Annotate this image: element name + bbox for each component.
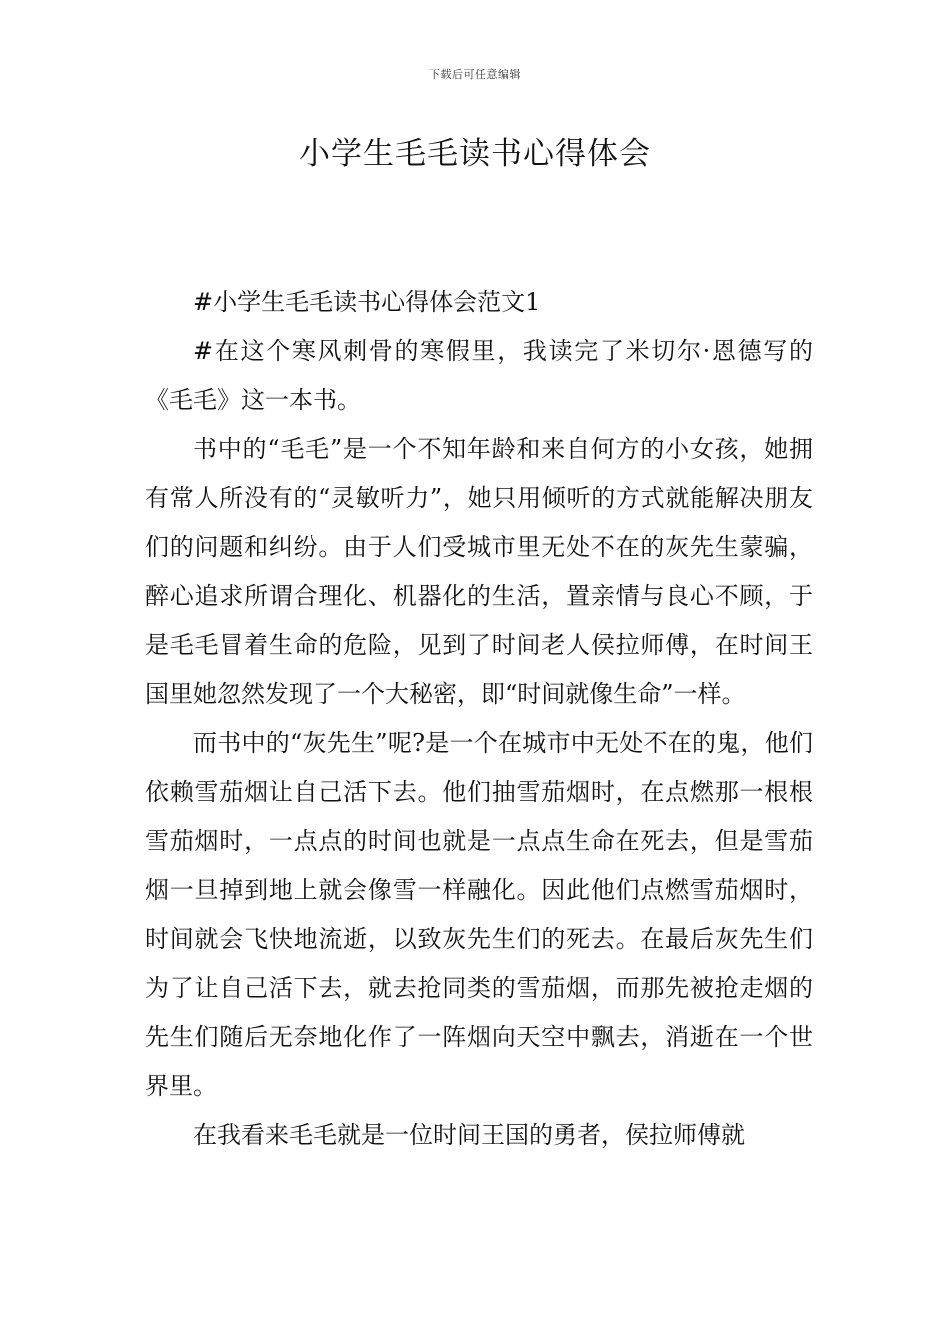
- header-note: 下载后可任意编辑: [429, 68, 521, 81]
- paragraph: 而书中的“灰先生”呢?是一个在城市中无处不在的鬼，他们依赖雪茄烟让自己活下去。他们抽雪茄烟时，在点燃那一根根雪茄烟时，一点点的时间也就是一点点生命在死去，但是雪茄烟一旦掉到地上就会像雪一样融化。因此他们点燃雪茄烟时，时间就会飞快地流逝，以致灰先生们的死去。在最后灰先生们为了让自己活下去，就去抢同类的雪茄烟，而那先被抢走烟的先生们随后无奈地化作了一阵烟向天空中飘去，消逝在一个世界里。: [145, 729, 813, 1100]
- paragraph: 在我看来毛毛就是一位时间王国的勇者，侯拉师傅就: [193, 1121, 745, 1149]
- paragraph-heading: #小学生毛毛读书心得体会范文1: [193, 288, 541, 316]
- document-title: 小学生毛毛读书心得体会: [299, 136, 651, 172]
- paragraph: #在这个寒风刺骨的寒假里，我读完了米切尔·恩德写的《毛毛》这一本书。: [145, 337, 813, 414]
- paragraph: 书中的“毛毛”是一个不知年龄和来自何方的小女孩，她拥有常人所没有的“灵敏听力”，她只用倾听的方式就能解决朋友们的问题和纠纷。由于人们受城市里无处不在的灰先生蒙骗，醉心追求所谓合理化、机器化的生活，置亲情与良心不顾，于是毛毛冒着生命的危险，见到了时间老人侯拉师傅，在时间王国里她忽然发现了一个大秘密，即“时间就像生命”一样。: [145, 435, 813, 708]
- document-body: [145, 278, 813, 1160]
